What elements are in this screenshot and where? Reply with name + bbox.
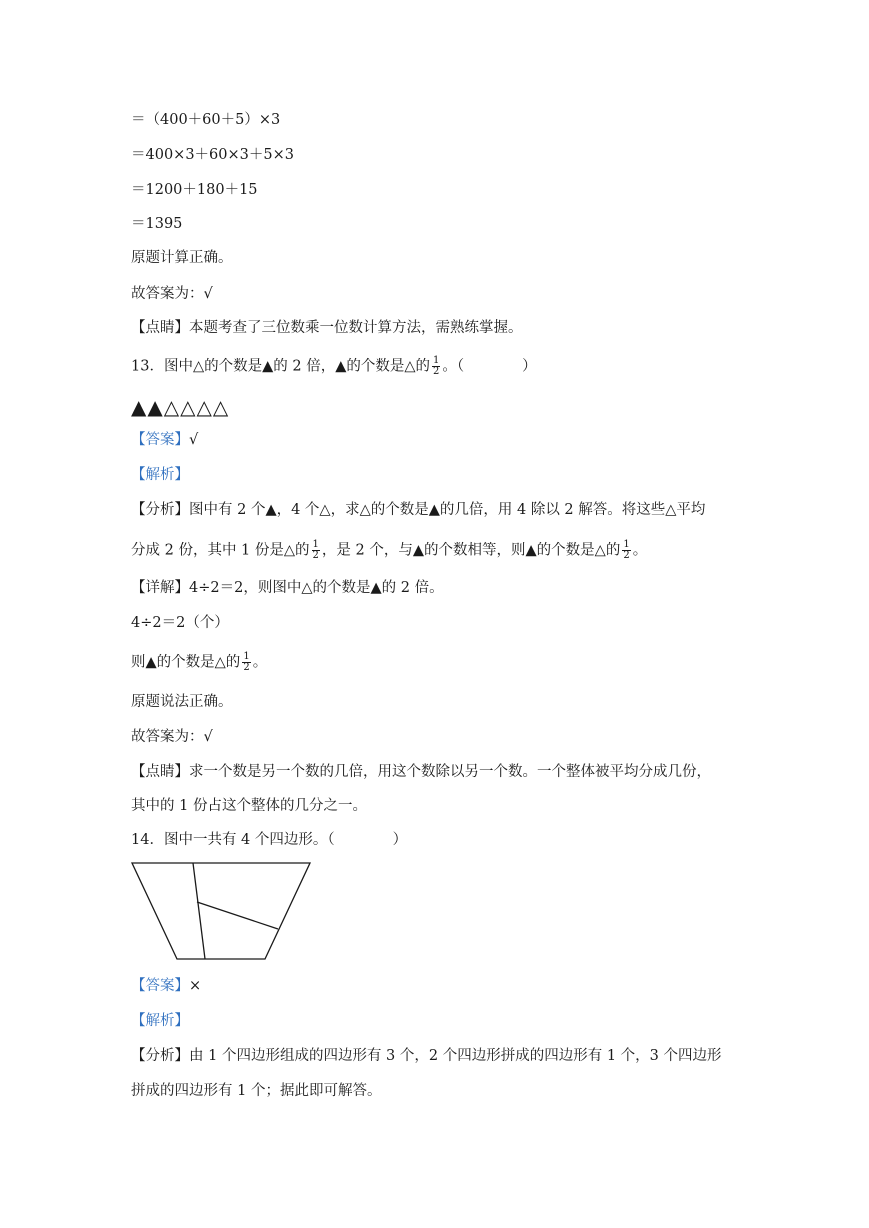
q13-stem-a: 13．图中△的个数是▲的 2 倍，▲的个数是△的 — [131, 358, 430, 375]
calc-conclusion: 原题计算正确。 — [131, 250, 233, 266]
answer-value: √ — [189, 432, 199, 448]
q13-dianjing-2: 其中的 1 份占这个整体的几分之一。 — [131, 798, 367, 814]
answer-tag: 【答案】 — [131, 978, 189, 994]
q13-dianjing-1: 【点睛】求一个数是另一个数的几倍，用这个数除以另一个数。一个整体被平均分成几份， — [131, 764, 711, 780]
q14-fenxi-1: 【分析】由 1 个四边形组成的四边形有 3 个，2 个四边形拼成的四边形有 1 个，3 个四边形 — [131, 1048, 722, 1064]
q13-answer — [131, 430, 198, 450]
q14-answer — [131, 976, 201, 996]
fenxi-tag: 【分析】 — [131, 1048, 189, 1064]
calc-final-answer: 故答案为：√ — [131, 286, 213, 302]
calc-line-3: ＝1200＋180＋15 — [131, 182, 258, 198]
fraction-one-half: $\frac{1}{2}$ — [623, 539, 630, 561]
dianjing-text: 本题考查了三位数乘一位数计算方法，需熟练掌握。 — [189, 320, 523, 336]
fenxi-tag: 【分析】 — [131, 502, 189, 518]
q13-fenxi-2: 分成 2 份，其中 1 份是△的 $\frac{1}{2}$ ，是 2 个，与▲的个数相等，则▲的个数是△的 $\frac{1}{2}$ 。 — [131, 539, 648, 561]
quadrilateral-figure — [130, 860, 315, 964]
q13-stem — [131, 356, 537, 377]
q13-final: 故答案为：√ — [131, 729, 213, 745]
q13-xiangjie-2: 4÷2＝2（个） — [131, 615, 229, 631]
vertical-divider — [193, 863, 205, 959]
q13-stem-b: 。（ ） — [442, 358, 537, 375]
calc-line-1: ＝（400＋60＋5）×3 — [131, 112, 281, 128]
q13-shapes: ▲▲△△△△ — [131, 395, 230, 419]
answer-tag: 【答案】 — [131, 432, 189, 448]
q13-analysis-tag: 【解析】 — [131, 467, 189, 483]
q14-stem: 14．图中一共有 4 个四边形。（ ） — [131, 832, 408, 848]
fraction-one-half: $\frac{1}{2}$ — [243, 651, 250, 673]
calc-line-4: ＝1395 — [131, 216, 183, 232]
q13-xiangjie-1: 【详解】4÷2＝2，则图中△的个数是▲的 2 倍。 — [131, 580, 444, 596]
q14-fenxi-2: 拼成的四边形有 1 个；据此即可解答。 — [131, 1083, 382, 1099]
q13-xiangjie-3: 则▲的个数是△的 $\frac{1}{2}$ 。 — [131, 651, 268, 673]
dianjing-tag: 【点睛】 — [131, 320, 189, 336]
prev-dianjing — [131, 318, 523, 338]
xiangjie-tag: 【详解】 — [131, 580, 189, 596]
q14-analysis-tag: 【解析】 — [131, 1013, 189, 1029]
diagonal-divider — [197, 902, 278, 929]
answer-value: × — [189, 978, 202, 994]
fraction-one-half: $\frac{1}{2}$ — [312, 539, 319, 561]
fraction-one-half: $\frac{1}{2}$ — [433, 355, 440, 377]
trapezoid-outline — [132, 863, 310, 959]
dianjing-tag: 【点睛】 — [131, 764, 189, 780]
q13-conclusion: 原题说法正确。 — [131, 694, 233, 710]
calc-line-2: ＝400×3＋60×3＋5×3 — [131, 147, 294, 163]
q13-fenxi-1: 【分析】图中有 2 个▲，4 个△，求△的个数是▲的几倍，用 4 除以 2 解答。将这些△平均 — [131, 502, 706, 518]
